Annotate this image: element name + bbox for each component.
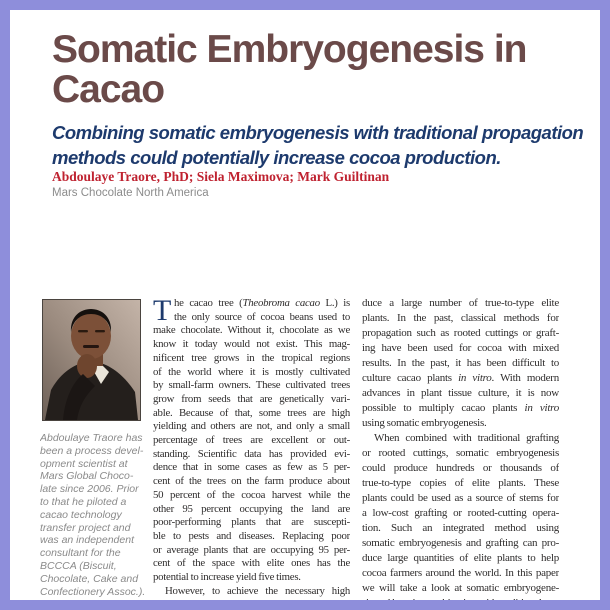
text-line: yielding and others are not, and only a small (153, 420, 350, 433)
text-line: a low-cost grafting or rooted-cutting opera- (362, 507, 559, 519)
text-line: cocoa farmers around the world. In this paper (362, 567, 559, 579)
text-line: ing have been used for cocoa with mixed (362, 342, 559, 354)
text-line: Confectionery Assoc.). (40, 585, 146, 598)
page-title (52, 30, 582, 110)
text-line: Combining somatic embryogenesis with traditional propagation (52, 122, 584, 143)
text-line: poor-performing plants that are suscepti- (153, 516, 350, 529)
text-line: standing. Scientific data has provided evi- (153, 447, 350, 460)
text-line: to that he piloted a (40, 495, 127, 508)
text-line: plants could be used as a source of stems for (362, 492, 559, 504)
photo-caption (40, 432, 158, 598)
text-line: able. Because of that, some trees are high (153, 406, 350, 419)
portrait-photo (42, 299, 141, 421)
text-line: results. In the past, it has been difficult to (362, 357, 559, 369)
text-line: consultant for the (40, 547, 121, 560)
text-line: other 95 percent occupying the land are (153, 502, 350, 515)
text-line: advances in plant tissue culture, it is now (362, 387, 559, 399)
text-line: cent of the trees on the farm produce about (153, 475, 350, 488)
column-1-lines (153, 294, 350, 598)
article-subtitle (52, 120, 592, 170)
text-line: 50 percent of the cocoa harvest while the (153, 488, 350, 501)
text-line: true-to-type copies of elite plants. These (362, 477, 559, 489)
text-line: BCCCA (Biscuit, (40, 559, 117, 572)
text-line: the only source of cocoa beans used to (174, 310, 350, 323)
text-line: ble to pests and diseases. Replacing poor (153, 529, 350, 542)
text-line: Chocolate, Cake and (40, 572, 139, 585)
text-line: tion. Such an integrated method using (362, 522, 559, 534)
text-line: potential to increase yield five times. (153, 571, 301, 584)
text-line: of the world where it is mostly cultivated (153, 365, 350, 378)
column-2-lines (362, 296, 559, 610)
text-line: or rooted cuttings, somatic embryogenesis (362, 447, 559, 459)
text-line: by small-farm owners. These cultivated trees (153, 379, 350, 392)
text-line: plants. In the past, classical methods for (362, 312, 559, 324)
text-line: grow from seeds that are genetically vari- (153, 392, 350, 405)
text-line: he cacao tree (Theobroma cacao L.) is (174, 297, 350, 309)
text-line: However, to achieve the necessary high (165, 584, 350, 597)
author-affiliation: Mars Chocolate North America (52, 187, 209, 199)
text-line: was an independent (40, 534, 134, 547)
text-line: Cacao (52, 70, 165, 110)
text-line: make chocolate. Without it, chocolate as we (153, 324, 350, 337)
body-column-2 (362, 296, 559, 610)
text-line: possible to multiply cacao plants in vitro (362, 402, 559, 414)
text-line: duce large quantities of elite plants to help (362, 552, 559, 564)
text-line: percentage of trees are excellent or out- (153, 434, 350, 447)
text-line: duce a large number of true-to-type elite (362, 297, 559, 309)
text-line: opment scientist at (40, 457, 128, 470)
text-line: methods could potentially increase cocoa production. (52, 147, 501, 168)
text-line: or average plants that are occupying 95 per- (153, 543, 350, 556)
text-line: using somatic embryogenesis. (362, 417, 487, 429)
text-line: Mars Global Choco- (40, 470, 134, 483)
text-line: we will take a look at somatic embryogene- (362, 582, 559, 594)
drop-cap: T (153, 294, 172, 327)
text-line: somatic embryogenesis and grafting can pro- (362, 537, 559, 549)
body-column-1 (153, 294, 350, 598)
text-line: propagation such as rooted cuttings or graft- (362, 327, 559, 339)
text-line: could produce hundreds or thousands of (362, 462, 559, 474)
text-line: When combined with traditional grafting (374, 432, 559, 444)
text-line: dence that in some cases as few as 5 per- (153, 461, 350, 474)
text-line: nificent tree grows in the tropical regions (153, 351, 350, 364)
author-byline: Abdoulaye Traore, PhD; Siela Maximova; Mark Guiltinan (52, 169, 390, 184)
text-line: cent of the space with elite ones has the (153, 557, 350, 570)
text-line: transfer project and (40, 521, 131, 534)
text-line: Somatic Embryogenesis in (52, 30, 527, 70)
text-line: Abdoulaye Traore has (40, 432, 143, 444)
text-line: cacao technology (40, 508, 122, 521)
portrait-photo-image (43, 300, 140, 420)
text-line: know it today would not exist. This mag- (153, 338, 350, 351)
text-line: been a process devel- (40, 444, 144, 457)
text-line: late since 2006. Prior (40, 483, 139, 496)
text-line: culture cacao plants in vitro. With modern (362, 372, 559, 384)
text-line: sis and how its combination with traditional (362, 597, 542, 609)
